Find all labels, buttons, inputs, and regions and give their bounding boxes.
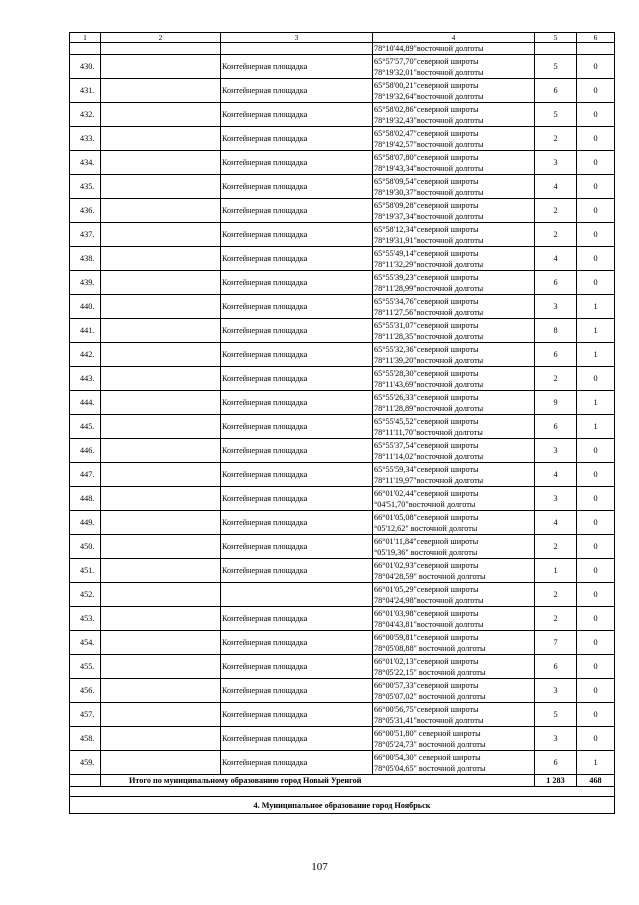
container-count-cell: 2 [535,607,577,631]
container-count-cell: 2 [535,127,577,151]
latitude-text: 65°55'49,14"северной широты [374,248,479,258]
cell-empty [101,247,221,271]
coordinates-cell [373,703,535,727]
latitude-text: 65°58'12,34"северной широты [374,224,479,234]
bin-count-cell: 0 [577,703,615,727]
coordinates-cell [373,319,535,343]
longitude-text: 78°11'28,89"восточной долготы [374,403,484,413]
object-name-cell: Контейнерная площадка [221,151,373,175]
container-count-cell: 3 [535,439,577,463]
coordinates-cell [373,343,535,367]
row-number-cell: 446. [70,439,101,463]
bin-count-cell: 0 [577,679,615,703]
table-row [70,463,615,487]
bin-count-cell: 0 [577,463,615,487]
bin-count-cell: 0 [577,223,615,247]
row-number-cell: 444. [70,391,101,415]
object-name-cell: Контейнерная площадка [221,223,373,247]
table-column-numbers-row [70,33,615,43]
cell-empty [221,43,373,55]
table-row [70,103,615,127]
table-row [70,55,615,79]
section-heading-row [70,797,615,814]
object-name-cell: Контейнерная площадка [221,727,373,751]
cell-empty [101,43,221,55]
cell-empty [101,391,221,415]
bin-count-cell: 0 [577,439,615,463]
longitude-text: 78°05'24,73" восточной долготы [374,739,486,749]
container-count-cell: 2 [535,367,577,391]
cell-empty [101,55,221,79]
bin-count-cell: 1 [577,391,615,415]
row-number-cell: 434. [70,151,101,175]
object-name-cell: Контейнерная площадка [221,631,373,655]
object-name-cell: Контейнерная площадка [221,271,373,295]
row-number-cell: 447. [70,463,101,487]
latitude-text: 65°58'09,28"северной широты [374,200,479,210]
coordinates-cell [373,655,535,679]
row-number-cell: 457. [70,703,101,727]
latitude-text: 65°58'02,47"северной широты [374,128,479,138]
cell-empty [101,271,221,295]
cell-empty [70,787,615,797]
table-row [70,727,615,751]
longitude-text: 78°19'32,64"восточной долготы [374,91,484,101]
row-number-cell: 432. [70,103,101,127]
continued-row [70,43,615,55]
row-number-cell: 435. [70,175,101,199]
coordinates-cell [373,559,535,583]
bin-count-cell: 0 [577,199,615,223]
coordinates-cell [373,463,535,487]
container-count-cell: 6 [535,343,577,367]
bin-count-cell: 0 [577,175,615,199]
page-number: 107 [311,861,328,873]
bin-count-cell: 1 [577,319,615,343]
total-container-count: 1 283 [535,775,577,787]
bin-count-cell: 0 [577,631,615,655]
cell-empty [101,439,221,463]
bin-count-cell: 0 [577,127,615,151]
container-count-cell: 6 [535,655,577,679]
longitude-text: 78°19'43,34"восточной долготы [374,163,484,173]
cell-empty [101,343,221,367]
cell-empty [70,43,101,55]
longitude-text: 78°19'31,91"восточной долготы [374,235,484,245]
row-number-cell: 433. [70,127,101,151]
coordinates-cell [373,535,535,559]
coordinates-cell [373,199,535,223]
column-number-cell: 3 [221,33,373,43]
latitude-text: 65°55'39,23"северной широты [374,272,479,282]
row-number-cell: 442. [70,343,101,367]
longitude-text: 78°11'43,69"восточной долготы [374,379,484,389]
cell-empty [101,199,221,223]
container-count-cell: 3 [535,151,577,175]
table-row [70,127,615,151]
coordinates-cell [373,367,535,391]
section-title: 4. Муниципальное образование город Ноябрьск [70,797,615,814]
table-row [70,487,615,511]
bin-count-cell: 0 [577,271,615,295]
longitude-text: 78°11'11,70"восточной долготы [374,427,483,437]
cell-empty [101,151,221,175]
coordinates-cell [373,223,535,247]
table-row [70,631,615,655]
table-row [70,415,615,439]
table-row [70,559,615,583]
latitude-text: 65°55'37,54"северной широты [374,440,479,450]
object-name-cell: Контейнерная площадка [221,199,373,223]
longitude-text: °04'51,70"восточной долготы [374,499,476,509]
coordinates-cell [373,511,535,535]
row-number-cell: 440. [70,295,101,319]
coordinates-cell [373,751,535,775]
cell-empty [70,775,101,787]
latitude-text: 66°01'11,84"северной широты [374,536,479,546]
row-number-cell: 439. [70,271,101,295]
total-bin-count: 468 [577,775,615,787]
bin-count-cell: 0 [577,247,615,271]
container-count-cell: 5 [535,703,577,727]
row-number-cell: 449. [70,511,101,535]
latitude-text: 65°55'26,33"северной широты [374,392,479,402]
table-row [70,751,615,775]
coordinates-cell [373,415,535,439]
row-number-cell: 443. [70,367,101,391]
cell-empty [101,487,221,511]
longitude-text: 78°19'32,01"восточной долготы [374,67,484,77]
cell-empty [101,703,221,727]
row-number-cell: 450. [70,535,101,559]
row-number-cell: 430. [70,55,101,79]
coordinates-cell [373,487,535,511]
bin-count-cell: 1 [577,295,615,319]
row-number-cell: 451. [70,559,101,583]
longitude-text: 78°19'37,34"восточной долготы [374,211,484,221]
longitude-text: 78°04'28,59" восточной долготы [374,571,486,581]
latitude-text: 66°00'57,33"северной широты [374,680,479,690]
latitude-text: 65°55'59,34"северной широты [374,464,479,474]
longitude-text: 78°11'39,20"восточной долготы [374,355,484,365]
cell-empty [101,727,221,751]
cell-empty [101,679,221,703]
container-count-cell: 5 [535,55,577,79]
row-number-cell: 431. [70,79,101,103]
cell-empty [101,751,221,775]
latitude-text: 66°00'51,80" северной широты [374,728,481,738]
container-count-cell: 6 [535,271,577,295]
row-number-cell: 456. [70,679,101,703]
longitude-text: 78°11'27,56"восточной долготы [374,307,484,317]
latitude-text: 66°01'02,44"северной широты [374,488,479,498]
coordinates-cell [373,151,535,175]
longitude-text: 78°11'14,02"восточной долготы [374,451,484,461]
coordinates-cell [373,727,535,751]
row-number-cell: 436. [70,199,101,223]
container-count-cell: 3 [535,487,577,511]
table-row [70,655,615,679]
column-number-cell: 4 [373,33,535,43]
column-number-cell: 6 [577,33,615,43]
table-row [70,199,615,223]
object-name-cell: Контейнерная площадка [221,55,373,79]
cell-empty [101,319,221,343]
object-name-cell: Контейнерная площадка [221,655,373,679]
container-count-cell: 6 [535,415,577,439]
object-name-cell: Контейнерная площадка [221,463,373,487]
cell-empty [101,175,221,199]
table-row [70,151,615,175]
table-row [70,295,615,319]
coordinates-cell [373,295,535,319]
row-number-cell: 453. [70,607,101,631]
longitude-text: °05'12,62" восточной долготы [374,523,478,533]
latitude-text: 65°55'34,76"северной широты [374,296,479,306]
longitude-text: 78°11'32,29"восточной долготы [374,259,484,269]
object-name-cell: Контейнерная площадка [221,127,373,151]
row-number-cell: 437. [70,223,101,247]
row-number-cell: 441. [70,319,101,343]
column-number-cell: 2 [101,33,221,43]
registry-table [69,32,615,814]
cell-empty [101,559,221,583]
cell-empty [101,223,221,247]
bin-count-cell: 0 [577,367,615,391]
object-name-cell: Контейнерная площадка [221,607,373,631]
object-name-cell: Контейнерная площадка [221,247,373,271]
table-row [70,391,615,415]
longitude-text: °05'19,36" восточной долготы [374,547,478,557]
cell-empty [101,79,221,103]
container-count-cell: 9 [535,391,577,415]
cell-empty [101,607,221,631]
table-row [70,79,615,103]
table-row [70,175,615,199]
table-row [70,703,615,727]
object-name-cell: Контейнерная площадка [221,367,373,391]
container-count-cell: 4 [535,463,577,487]
cell-empty [101,463,221,487]
table-row [70,439,615,463]
object-name-cell: Контейнерная площадка [221,751,373,775]
container-count-cell: 2 [535,199,577,223]
column-number-cell: 5 [535,33,577,43]
bin-count-cell: 0 [577,79,615,103]
cell-empty [535,43,577,55]
longitude-text: 78°11'19,97"восточной долготы [374,475,484,485]
container-count-cell: 2 [535,535,577,559]
latitude-text: 66°01'05,08"северной широты [374,512,479,522]
latitude-text: 66°00'56,75"северной широты [374,704,479,714]
latitude-text: 65°58'09,54"северной широты [374,176,479,186]
latitude-text: 65°58'02,86"северной широты [374,104,479,114]
bin-count-cell: 0 [577,511,615,535]
longitude-text: 78°05'22,15" восточной долготы [374,667,486,677]
container-count-cell: 3 [535,679,577,703]
bin-count-cell: 0 [577,583,615,607]
container-count-cell: 4 [535,247,577,271]
cell-empty [101,631,221,655]
longitude-text: 78°05'08,88" восточной долготы [374,643,486,653]
registry-table-body [70,33,615,814]
latitude-text: 65°55'45,52"северной широты [374,416,479,426]
coordinates-cell [373,439,535,463]
cell-empty [101,295,221,319]
bin-count-cell: 0 [577,487,615,511]
object-name-cell: Контейнерная площадка [221,175,373,199]
longitude-text: 78°04'24,98"восточной долготы [374,595,484,605]
longitude-text: 78°05'04,65" восточной долготы [374,763,486,773]
table-row [70,535,615,559]
object-name-cell: Контейнерная площадка [221,343,373,367]
column-number-cell: 1 [70,33,101,43]
coordinates-cell [373,271,535,295]
latitude-text: 66°00'54,30" северной широты [374,752,481,762]
latitude-text: 66°00'59,81"северной широты [374,632,479,642]
container-count-cell: 5 [535,103,577,127]
bin-count-cell: 1 [577,751,615,775]
cell-empty [101,127,221,151]
longitude-text: 78°19'42,57"восточной долготы [374,139,484,149]
cell-empty [101,415,221,439]
object-name-cell: Контейнерная площадка [221,535,373,559]
bin-count-cell: 0 [577,103,615,127]
table-row [70,511,615,535]
bin-count-cell: 0 [577,727,615,751]
bin-count-cell: 1 [577,415,615,439]
latitude-text: 66°01'05,29"северной широты [374,584,479,594]
object-name-cell: Контейнерная площадка [221,319,373,343]
latitude-text: 65°58'00,21"северной широты [374,80,479,90]
container-count-cell: 3 [535,295,577,319]
coordinates-cell [373,631,535,655]
container-count-cell: 2 [535,583,577,607]
cell-empty [577,43,615,55]
latitude-text: 65°55'28,30"северной широты [374,368,479,378]
container-count-cell: 6 [535,79,577,103]
cell-empty [101,655,221,679]
container-count-cell: 2 [535,223,577,247]
bin-count-cell: 1 [577,343,615,367]
latitude-text: 66°01'02,13"северной широты [374,656,479,666]
row-number-cell: 445. [70,415,101,439]
object-name-cell: Контейнерная площадка [221,559,373,583]
object-name-cell: Контейнерная площадка [221,487,373,511]
object-name-cell: Контейнерная площадка [221,415,373,439]
table-row [70,679,615,703]
container-count-cell: 7 [535,631,577,655]
table-row [70,583,615,607]
coordinates-cell [373,175,535,199]
table-row [70,607,615,631]
object-name-cell: Контейнерная площадка [221,679,373,703]
row-number-cell: 452. [70,583,101,607]
row-number-cell: 448. [70,487,101,511]
coordinates-cell [373,607,535,631]
table-row [70,247,615,271]
coordinates-cell [373,79,535,103]
bin-count-cell: 0 [577,535,615,559]
cell-empty [101,367,221,391]
row-number-cell: 459. [70,751,101,775]
coordinates-cell [373,247,535,271]
object-name-cell: Контейнерная площадка [221,295,373,319]
table-row [70,319,615,343]
cell-empty [101,103,221,127]
longitude-text: 78°05'07,02" восточной долготы [374,691,486,701]
row-number-cell: 454. [70,631,101,655]
table-row [70,223,615,247]
bin-count-cell: 0 [577,151,615,175]
container-count-cell: 8 [535,319,577,343]
latitude-text: 65°55'32,36"северной широты [374,344,479,354]
object-name-cell: Контейнерная площадка [221,103,373,127]
spacer-row [70,787,615,797]
coordinates-cell [373,55,535,79]
container-count-cell: 1 [535,559,577,583]
row-number-cell: 438. [70,247,101,271]
row-number-cell: 455. [70,655,101,679]
container-count-cell: 6 [535,751,577,775]
object-name-cell: Контейнерная площадка [221,439,373,463]
coordinates-cell [373,127,535,151]
longitude-text: 78°11'28,35"восточной долготы [374,331,484,341]
container-count-cell: 3 [535,727,577,751]
object-name-cell: Контейнерная площадка [221,703,373,727]
table-row [70,367,615,391]
row-number-cell: 458. [70,727,101,751]
object-name-cell: Контейнерная площадка [221,511,373,535]
bin-count-cell: 0 [577,559,615,583]
registry-table-sheet [69,32,614,814]
object-name-cell [221,583,373,607]
longitude-text: 78°04'43,81"восточной долготы [374,619,484,629]
latitude-text: 65°57'57,70"северной широты [374,56,479,66]
object-name-cell: Контейнерная площадка [221,79,373,103]
coordinates-cell [373,391,535,415]
coordinates-cell [373,679,535,703]
bin-count-cell: 0 [577,55,615,79]
longitude-text: 78°19'30,37"восточной долготы [374,187,484,197]
latitude-text: 66°01'03,98"северной широты [374,608,479,618]
container-count-cell: 4 [535,175,577,199]
longitude-text: 78°19'32,43"восточной долготы [374,115,484,125]
latitude-text: 65°58'07,80"северной широты [374,152,479,162]
latitude-text: 65°55'31,07"северной широты [374,320,479,330]
total-row [70,775,615,787]
coordinate-continued-cell: 78°10'44,89"восточной долготы [373,43,535,55]
coordinates-cell [373,583,535,607]
cell-empty [101,583,221,607]
bin-count-cell: 0 [577,655,615,679]
cell-empty [101,535,221,559]
longitude-text: 78°11'28,99"восточной долготы [374,283,484,293]
bin-count-cell: 0 [577,607,615,631]
table-row [70,271,615,295]
latitude-text: 66°01'02,93"северной широты [374,560,479,570]
coordinates-cell [373,103,535,127]
object-name-cell: Контейнерная площадка [221,391,373,415]
table-row [70,343,615,367]
cell-empty [101,511,221,535]
total-label: Итого по муниципальному образованию город Новый Уренгой [101,775,535,787]
container-count-cell: 4 [535,511,577,535]
longitude-text: 78°05'31,41"восточной долготы [374,715,484,725]
